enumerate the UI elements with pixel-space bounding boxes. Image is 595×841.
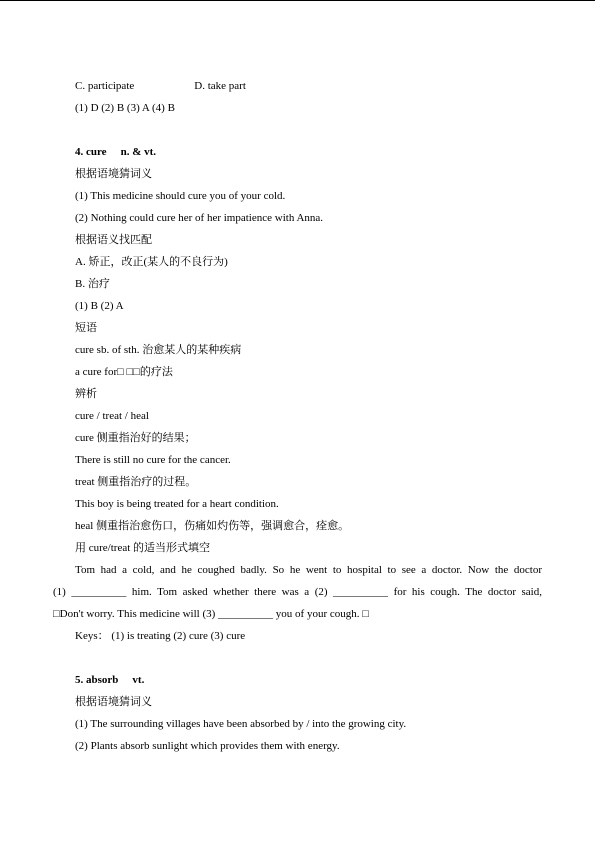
section5-word: 5. absorb (75, 674, 119, 686)
section4-pos: n. & vt. (120, 146, 157, 158)
section4-word: 4. cure (75, 146, 107, 158)
section4-match-label: 根据语义找匹配 (75, 234, 152, 246)
section4-guess-label: 根据语境猜词义 (75, 168, 152, 180)
section4-phrase-label: 短语 (75, 322, 97, 334)
section4-meaning-a: A. 矫正，改正(某人的不良行为) (75, 256, 228, 268)
section4-passage-line-3: □Don't worry. This medicine will (3) __________ you of your cough. □ (53, 608, 369, 620)
section5-example-1: (1) The surrounding villages have been absorbed by / into the growing city. (75, 718, 407, 730)
page-top-border (0, 0, 595, 1)
option-d: D. take part (194, 80, 246, 92)
section4-cure-example: There is still no cure for the cancer. (75, 454, 231, 466)
section4-heading (75, 145, 156, 159)
section5-heading (75, 673, 144, 687)
options-row (75, 79, 246, 93)
section4-example-1: (1) This medicine should cure you of your cold. (75, 190, 286, 202)
section4-keys: Keys： (1) is treating (2) cure (3) cure (75, 630, 246, 642)
section4-heal-note: heal 侧重指治愈伤口，伤痛如灼伤等，强调愈合，痊愈。 (75, 520, 350, 532)
section4-match-answers: (1) B (2) A (75, 300, 124, 312)
section4-phrase-1: cure sb. of sth. 治愈某人的某种疾病 (75, 344, 242, 356)
section4-meaning-b: B. 治疗 (75, 278, 110, 290)
section4-fill-instruction: 用 cure/treat 的适当形式填空 (75, 542, 211, 554)
section4-cure-note: cure 侧重指治好的结果； (75, 432, 196, 444)
section3-answers: (1) D (2) B (3) A (4) B (75, 102, 175, 114)
section4-example-2: (2) Nothing could cure her of her impatience with Anna. (75, 212, 324, 224)
section4-phrase-2: a cure for□ □□的疗法 (75, 366, 173, 378)
section4-compare-words: cure / treat / heal (75, 410, 149, 422)
section4-treat-note: treat 侧重指治疗的过程。 (75, 476, 197, 488)
section5-example-2: (2) Plants absorb sunlight which provides them with energy. (75, 740, 340, 752)
option-c: C. participate (75, 80, 135, 92)
section5-pos: vt. (132, 674, 145, 686)
section4-treat-example: This boy is being treated for a heart condition. (75, 498, 279, 510)
section4-passage-line-2: (1) __________ him. Tom asked whether there was a (2) __________ for his cough. The doctor said, (53, 586, 542, 598)
section5-guess-label: 根据语境猜词义 (75, 696, 152, 708)
section4-passage-line-1: Tom had a cold, and he coughed badly. So he went to hospital to see a doctor. Now the doctor (75, 564, 542, 576)
section4-analysis-label: 辨析 (75, 388, 97, 400)
